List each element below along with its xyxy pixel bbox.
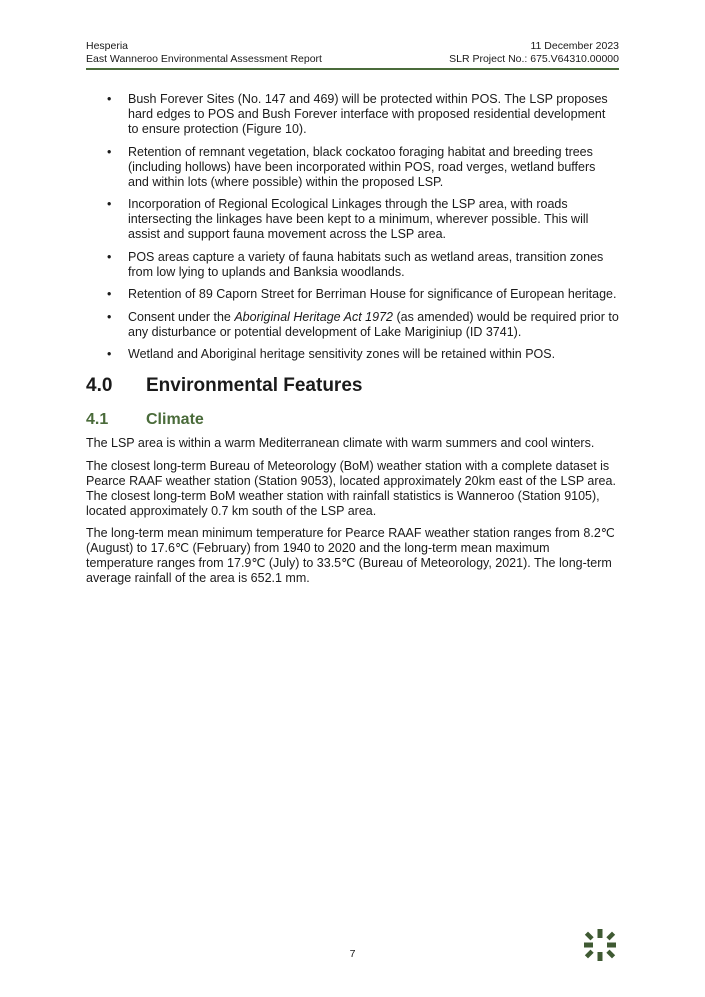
bullet-text: Wetland and Aboriginal heritage sensitivity zones will be retained within POS. (128, 347, 556, 361)
header-project-number: SLR Project No.: 675.V64310.00000 (449, 53, 619, 65)
bullet-text-end: (as amended) would be required prior to any disturbance or potential development of Lake Mariginiup (ID 3741). (128, 309, 619, 339)
bullet-text: Retention of 89 Caporn Street for Berriman House for significance of European heritage. (128, 287, 617, 301)
page-content (86, 92, 619, 594)
paragraph: The LSP area is within a warm Mediterranean climate with warm summers and cool winters. (86, 436, 595, 450)
subsection-heading (86, 410, 619, 430)
subsection-title: Climate (146, 411, 204, 428)
bullet-list (86, 92, 619, 362)
page-number: 7 (349, 948, 356, 960)
bullet-icon: • (107, 144, 112, 159)
list-item (86, 310, 619, 340)
list-item (86, 145, 619, 190)
bullet-icon: • (107, 347, 112, 361)
bullet-icon: • (107, 309, 112, 324)
paragraph: The long-term mean minimum temperature for Pearce RAAF weather station ranges from 8.2℃ (August) to 17.6℃ (February) from 1940 to 2020 and the long-term mean maximum temperature ranges from 17.9℃ (July) to 33.5℃ (Bureau of Meteorology, 2021). The long-term average rainfall of the area is 652.1 mm. (86, 526, 615, 585)
bullet-icon: • (107, 287, 112, 301)
bullet-icon: • (107, 197, 112, 211)
header-divider (86, 68, 619, 70)
slr-logo-icon (583, 928, 617, 962)
header-client: Hesperia (86, 40, 129, 52)
bullet-text: Bush Forever Sites (No. 147 and 469) will be protected within POS. The LSP proposes hard edges to POS and Bush Forever interface with proposed residential development to ensure protection (Figure 10). (128, 92, 608, 136)
bullet-text (128, 310, 619, 339)
list-item (86, 197, 619, 242)
bullet-text: POS areas capture a variety of fauna habitats such as wetland areas, transition zones from low lying to uplands and Banksia woodlands. (128, 249, 604, 279)
header-report-title: East Wanneroo Environmental Assessment Report (86, 53, 322, 65)
act-title: Aboriginal Heritage Act 1972 (234, 309, 393, 324)
subsection-number: 4.1 (86, 411, 109, 428)
list-item (86, 347, 619, 362)
bullet-icon: • (107, 249, 112, 264)
paragraph: The closest long-term Bureau of Meteorology (BoM) weather station with a complete dataset is Pearce RAAF weather station (Station 9053), located approximately 20km east of the LSP area. The closest long-term BoM weather station with rainfall statistics is Wanneroo (Station 9105), located approximately 0.7 km south of the LSP area. (86, 458, 616, 518)
section-heading (86, 374, 619, 398)
list-item (86, 287, 619, 302)
bullet-text: Retention of remnant vegetation, black cockatoo foraging habitat and breeding trees (including hollows) have been incorporated within POS, road verges, wetland buffers and within lots (where possible) within the proposed LSP. (128, 144, 596, 189)
bullet-icon: • (107, 92, 112, 106)
list-item (86, 250, 619, 280)
section-number: 4.0 (86, 375, 113, 396)
list-item (86, 92, 619, 137)
header-date: 11 December 2023 (530, 40, 619, 52)
page-header (86, 40, 619, 66)
bullet-text-start: Consent under the (128, 309, 235, 324)
bullet-text: Incorporation of Regional Ecological Linkages through the LSP area, with roads intersecting the linkages have been kept to a minimum, wherever possible. This will assist and support fauna movement across the LSP area. (128, 197, 589, 241)
section-title: Environmental Features (146, 375, 363, 396)
